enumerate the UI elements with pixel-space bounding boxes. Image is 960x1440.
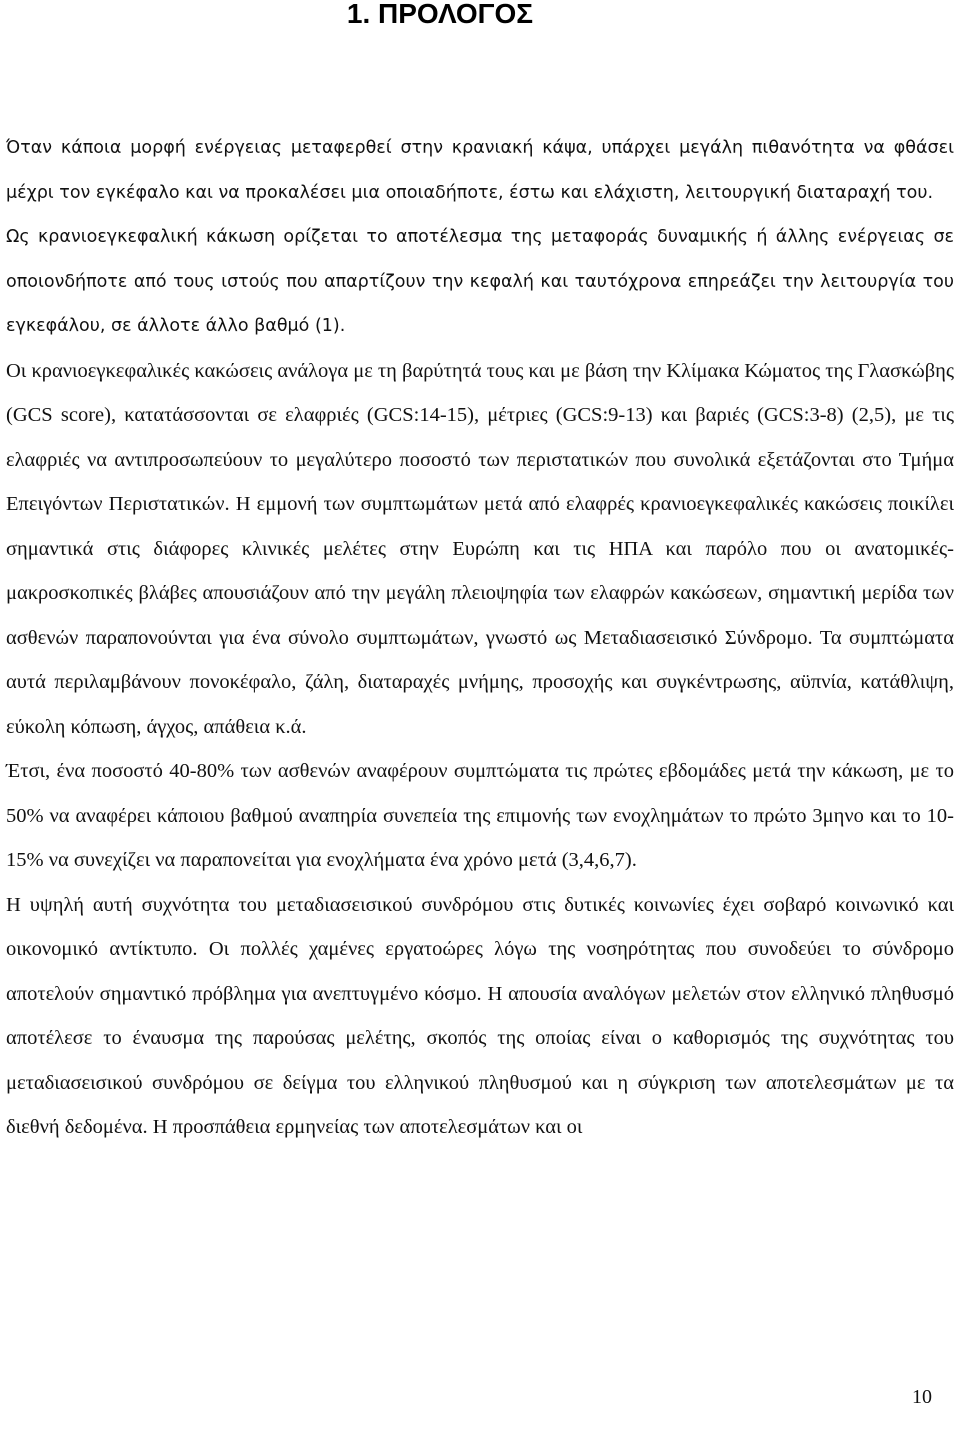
body-text: [6, 126, 954, 1150]
paragraph-impact: Η υψηλή αυτή συχνότητα του μεταδιασεισικού συνδρόμου στις δυτικές κοινωνίες έχει σοβαρό κοινωνικό και οικονομικό αντίκτυπο. Οι πολλές χαμένες εργατοώρες λόγω της νοσηρότητας που συνοδεύει το σύνδρομο αποτελούν σημαντικό πρόβλημα για ανεπτυγμένο κόσμο. Η απουσία αναλόγων μελετών στον ελληνικό πληθυσμό αποτέλεσε το έναυσμα της παρούσας μελέτης, σκοπός της οποίας είναι ο καθορισμός της συχνότητας του μεταδιασεισικού συνδρόμου σε δείγμα του ελληνικού πληθυσμού και η σύγκριση των αποτελεσμάτων με τα διεθνή δεδομένα. Η προσπάθεια ερμηνείας των αποτελεσμάτων και οι: [6, 893, 954, 1138]
chapter-title: 1. ΠΡΟΛΟΓΟΣ: [346, 0, 534, 29]
paragraph-classification: Οι κρανιοεγκεφαλικές κακώσεις ανάλογα με τη βαρύτητά τους και με βάση την Κλίμακα Κώματος της Γλασκώβης (GCS score), κατατάσσονται σε ελαφριές (GCS:14-15), μέτριες (GCS:9-13) και βαριές (GCS:3-8) (2,5), με τις ελαφριές να αντιπροσωπεύουν το μεγαλύτερο ποσοστό των περιστατικών που συνολικά εξετάζονται στο Τμήμα Επειγόντων Περιστατικών. Η εμμονή των συμπτωμάτων μετά από ελαφρές κρανιοεγκεφαλικές κακώσεις ποικίλει σημαντικά στις διάφορες κλινικές μελέτες στην Ευρώπη και τις ΗΠΑ και παρόλο που οι ανατομικές-μακροσκοπικές βλάβες απουσιάζουν από την μεγάλη πλειοψηφία των ελαφρών κακώσεων, σημαντική μερίδα των ασθενών παραπονούνται για ένα σύνολο συμπτωμάτων, γνωστό ως Μεταδιασεισικό Σύνδρομο. Τα συμπτώματα αυτά περιλαμβάνουν πονοκέφαλο, ζάλη, διαταραχές μνήμης, προσοχής και συγκέντρωσης, αϋπνία, κατάθλιψη, εύκολη κόπωση, άγχος, απάθεια κ.ά.: [6, 359, 954, 738]
page-number: 10: [912, 1386, 932, 1408]
paragraph-statistics: Έτσι, ένα ποσοστό 40-80% των ασθενών αναφέρουν συμπτώματα τις πρώτες εβδομάδες μετά την κάκωση, με το 50% να αναφέρει κάποιου βαθμού αναπηρία συνεπεία της επιμονής των ενοχλημάτων το πρώτο 3μηνο και το 10-15% να συνεχίζει να παραπονείται για ενοχλήματα ένα χρόνο μετά (3,4,6,7).: [6, 760, 954, 871]
paragraph-definition: Ως κρανιοεγκεφαλική κάκωση ορίζεται το αποτέλεσμα της μεταφοράς δυναμικής ή άλλης ενέργειας σε οποιονδήποτε από τους ιστούς που απαρτίζουν την κεφαλή και ταυτόχρονα επηρεάζει την λειτουργία του εγκεφάλου, σε άλλοτε άλλο βαθμό (1).: [6, 227, 954, 336]
paragraph-intro: Όταν κάποια μορφή ενέργειας μεταφερθεί στην κρανιακή κάψα, υπάρχει μεγάλη πιθανότητα να φθάσει μέχρι τον εγκέφαλο και να προκαλέσει μια οποιαδήποτε, έστω και ελάχιστη, λειτουργική διαταραχή του.: [6, 138, 954, 203]
